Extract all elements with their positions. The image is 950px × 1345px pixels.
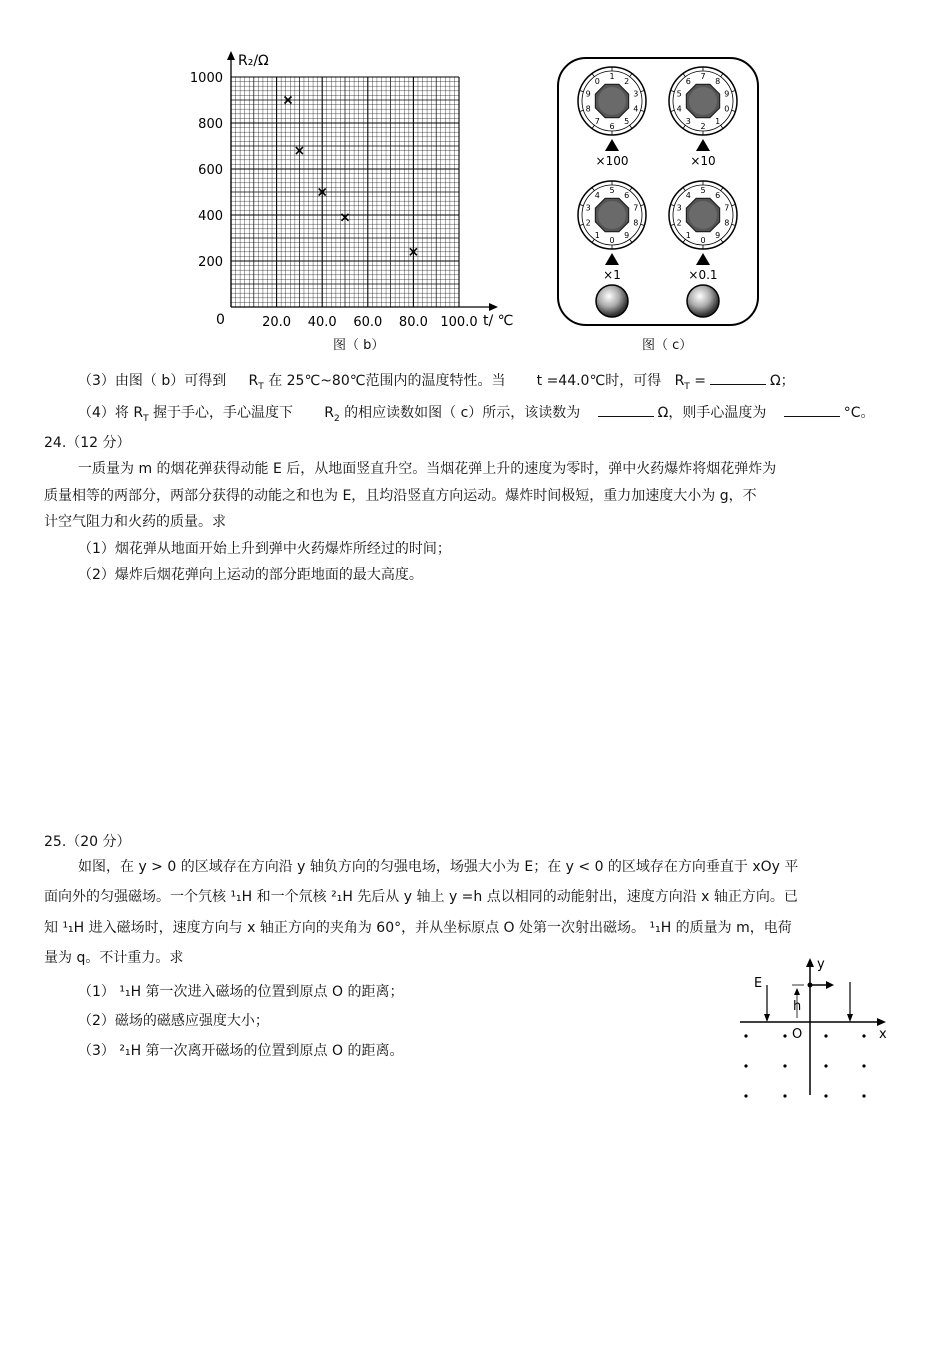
answer-blank-temperature[interactable] (784, 416, 840, 417)
dial-digit: 3 (633, 89, 639, 99)
dial-digit: 2 (585, 218, 591, 228)
q25-body-1: 如图，在 y > 0 的区域存在方向沿 y 轴负方向的匀强电场，场强大小为 E；在 y < 0 的区域存在方向垂直于 xOy 平 (78, 859, 799, 875)
label-x: x (879, 1027, 887, 1042)
terminal-knob-left[interactable] (596, 285, 628, 317)
dial-multiplier-label: ×0.1 (688, 268, 718, 282)
x-tick-label: 100.0 (440, 315, 478, 330)
dial-digit: 9 (715, 231, 721, 241)
dial-digit: 7 (700, 72, 706, 81)
x-tick-label: 20.0 (262, 315, 292, 330)
q25-body-2: 面向外的匀强磁场。一个氕核 ¹₁H 和一个氘核 ²₁H 先后从 y 轴上 y =h 点以相同的动能射出，速度方向沿 x 轴正方向。已 (44, 889, 798, 905)
y-tick-label: 200 (198, 255, 223, 270)
dial-digit: 4 (676, 104, 682, 114)
dial-digit: 5 (676, 89, 682, 99)
label-O: O (792, 1027, 803, 1042)
dial-digit: 5 (700, 186, 706, 195)
dial-digit: 2 (624, 76, 630, 86)
graph-b (180, 45, 530, 345)
q24-body-1: 一质量为 m 的烟花弹获得动能 E 后，从地面竖直升空。当烟花弹上升的速度为零时，弹中火药爆炸将烟花弹炸为 (78, 461, 777, 477)
dial-digit: 3 (676, 203, 682, 213)
dial-digit: 2 (676, 218, 682, 228)
dial-digit: 8 (724, 218, 730, 228)
q25-body-4: 量为 q。不计重力。求 (44, 950, 184, 966)
dial-digit: 7 (724, 203, 730, 213)
q25-part-3: （3） ²₁H 第一次离开磁场的位置到原点 O 的距离。 (78, 1043, 404, 1059)
origin-label: 0 (216, 312, 225, 328)
dial-multiplier-label: ×100 (595, 154, 629, 168)
dial-digit: 5 (624, 117, 630, 127)
x-axis-label: t/ ℃ (483, 313, 514, 329)
dial-digit: 8 (715, 76, 721, 86)
answer-blank-rt[interactable] (710, 384, 766, 385)
dial-digit: 1 (715, 117, 721, 127)
dial-digit: 4 (685, 190, 691, 200)
graph-data-points (285, 97, 417, 256)
dial-digit: 0 (594, 76, 600, 86)
dial-digit: 3 (685, 117, 691, 127)
y-tick-label: 800 (198, 117, 223, 132)
dial-digit: 9 (724, 89, 730, 99)
dial-digit: 0 (724, 104, 730, 114)
x-tick-label: 60.0 (353, 315, 383, 330)
dial-digit: 4 (594, 190, 600, 200)
dial-digit: 8 (585, 104, 591, 114)
q25-part-2: （2）磁场的磁感应强度大小； (78, 1013, 269, 1029)
y-tick-label: 1000 (189, 71, 223, 86)
x-tick-label: 80.0 (398, 315, 428, 330)
x-tick-label: 40.0 (307, 315, 337, 330)
label-y: y (817, 957, 825, 972)
dial-digit: 6 (685, 76, 691, 86)
q25-field-diagram (730, 950, 900, 1110)
dial-digit: 1 (685, 231, 691, 241)
terminal-knob-right[interactable] (687, 285, 719, 317)
q24-part-1: （1）烟花弹从地面开始上升到弹中火药爆炸所经过的时间； (78, 541, 451, 557)
dial-multiplier-label: ×10 (690, 154, 716, 168)
q24-body-2: 质量相等的两部分，两部分获得的动能之和也为 E，且均沿竖直方向运动。爆炸时间极短，重力加速度大小为 g，不 (44, 488, 757, 504)
q25-body-3: 知 ¹₁H 进入磁场时，速度方向与 x 轴正方向的夹角为 60°，并从坐标原点 O 处第一次射出磁场。 ¹₁H 的质量为 m，电荷 (44, 920, 792, 936)
figure-b-caption: 图（ b） (333, 338, 385, 353)
y-tick-label: 600 (198, 163, 223, 178)
q25-part-1: （1） ¹₁H 第一次进入磁场的位置到原点 O 的距离； (78, 984, 404, 1000)
q25-title: 25.（20 分） (44, 834, 131, 850)
q24-title: 24.（12 分） (44, 435, 131, 451)
answer-blank-reading[interactable] (598, 416, 654, 417)
dial-digit: 6 (609, 122, 615, 131)
dial-digit: 1 (594, 231, 600, 241)
dial-digit: 0 (700, 236, 706, 245)
label-h: h (793, 999, 802, 1014)
y-axis-label: R₂/Ω (238, 53, 269, 69)
dial-digit: 1 (609, 72, 615, 81)
dial-digit: 9 (585, 89, 591, 99)
q24-body-3: 计空气阻力和火药的质量。求 (44, 514, 226, 530)
figure-c-caption: 图（ c） (642, 338, 693, 353)
graph-grid (231, 77, 459, 307)
dial-digit: 3 (585, 203, 591, 213)
dial-digit: 2 (700, 122, 706, 131)
dial-digit: 4 (633, 104, 639, 114)
dial-digit: 6 (624, 190, 630, 200)
dial-digit: 6 (715, 190, 721, 200)
dial-digit: 5 (609, 186, 615, 195)
dial-digit: 8 (633, 218, 639, 228)
q23-part4: （4）将 $R_T$ 握于手心，手心温度下 $R_2$ 的相应读数如图（ c）所示，该读数为 Ω，则手心温度为 °C。 (78, 405, 875, 424)
label-E: E (754, 976, 763, 991)
q24-part-2: （2）爆炸后烟花弹向上运动的部分距地面的最大高度。 (78, 567, 423, 583)
resistance-box (555, 55, 765, 330)
dial-digit: 7 (633, 203, 639, 213)
q23-part3: （3）由图（ b）可得到 $R_T$ 在 25℃~80℃范围内的温度特性。当 t =44.0℃时，可得 $R_T = \Omega$； (78, 373, 795, 392)
dial-digit: 0 (609, 236, 615, 245)
dial-multiplier-label: ×1 (603, 268, 621, 282)
dial-digit: 9 (624, 231, 630, 241)
dial-digit: 7 (594, 117, 600, 127)
y-tick-label: 400 (198, 209, 223, 224)
